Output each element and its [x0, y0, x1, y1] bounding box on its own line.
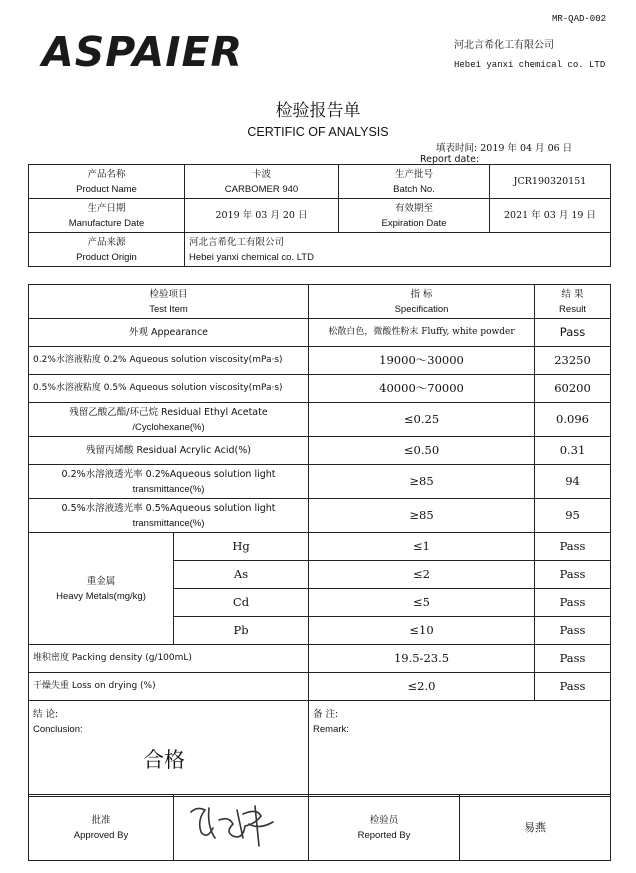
table-row [29, 645, 611, 673]
product-origin-value: 河北言希化工有限公司 Hebei yanxi chemical co. LTD [185, 233, 611, 267]
table-row [29, 673, 611, 701]
report-date-line [436, 140, 572, 154]
table-row [29, 499, 611, 533]
page-title-cn: 检验报告单 [275, 101, 361, 121]
test-spec: ≤2.0 [309, 673, 535, 701]
table-row [29, 319, 611, 347]
conclusion-cell [29, 701, 309, 797]
conclusion-row [29, 701, 611, 797]
metal-name: Pb [174, 617, 309, 645]
company-name-cn: 河北言希化工有限公司 [454, 40, 554, 51]
conclusion-label-en: Conclusion: [33, 724, 83, 735]
table-row [29, 437, 611, 465]
test-item: 残留乙酸乙酯/环己烷 Residual Ethyl Acetate /Cyclohexane(%) [29, 403, 309, 437]
page-title-en: CERTIFIC OF ANALYSIS [247, 125, 389, 139]
table-row [29, 403, 611, 437]
test-spec: ≤1 [309, 533, 535, 561]
document-code: MR-QAD-002 [551, 14, 606, 24]
table-row [29, 465, 611, 499]
report-date-label-cn: 填表时间: [436, 143, 478, 154]
test-item: 0.2%水溶液粘度 0.2% Aqueous solution viscosity(mPa·s) [29, 347, 309, 375]
test-result: 23250 [535, 347, 611, 375]
report-date-label-en: Report date: [420, 154, 480, 165]
metal-name: Hg [174, 533, 309, 561]
approved-by-label: 批准 Approved By [29, 795, 174, 861]
conclusion-label-cn: 结 论: [33, 709, 59, 720]
conclusion-value: 合格 [143, 748, 185, 772]
info-row [29, 165, 611, 199]
test-item: 0.5%水溶液透光率 0.5%Aqueous solution light transmittance(%) [29, 499, 309, 533]
test-item: 堆积密度 Packing density (g/100mL) [29, 645, 309, 673]
test-spec: ≥85 [309, 499, 535, 533]
test-result: 60200 [535, 375, 611, 403]
test-item: 0.2%水溶液透光率 0.2%Aqueous solution light transmittance(%) [29, 465, 309, 499]
test-spec: ≥85 [309, 465, 535, 499]
test-result: Pass [535, 617, 611, 645]
product-origin-label: 产品来源 Product Origin [29, 233, 185, 267]
test-result: Pass [535, 645, 611, 673]
batch-label: 生产批号 Batch No. [339, 165, 490, 199]
metal-name: As [174, 561, 309, 589]
test-item: 0.5%水溶液粘度 0.5% Aqueous solution viscosity(mPa·s) [29, 375, 309, 403]
company-name-en: Hebei yanxi chemical co. LTD [454, 60, 606, 70]
reported-by-label: 检验员 Reported By [309, 795, 460, 861]
test-spec: ≤0.50 [309, 437, 535, 465]
test-result: 0.31 [535, 437, 611, 465]
test-item: 干燥失重 Loss on drying (%) [29, 673, 309, 701]
test-result: Pass [535, 319, 611, 347]
expiration-date-value: 2021 年 03 月 19 日 [490, 199, 611, 233]
signature-row [29, 795, 611, 861]
table-row [29, 375, 611, 403]
test-result: Pass [535, 673, 611, 701]
remark-label-cn: 备 注: [313, 709, 339, 720]
batch-value: JCR190320151 [490, 165, 611, 199]
product-info-table [28, 164, 611, 267]
report-date-value: 2019 年 04 月 06 日 [480, 143, 573, 154]
company-logo: ASPAIER [42, 28, 244, 76]
test-spec: 19000～30000 [309, 347, 535, 375]
test-spec: ≤10 [309, 617, 535, 645]
test-spec: ≤0.25 [309, 403, 535, 437]
test-item: 残留丙烯酸 Residual Acrylic Acid(%) [29, 437, 309, 465]
test-spec: 松散白色，微酸性粉末 Fluffy, white powder [309, 319, 535, 347]
manufacture-date-value: 2019 年 03 月 20 日 [185, 199, 339, 233]
reporter-name: 易燕 [460, 795, 611, 861]
test-spec: 40000～70000 [309, 375, 535, 403]
test-result: Pass [535, 561, 611, 589]
specification-header: 指 标 Specification [309, 285, 535, 319]
remark-cell [309, 701, 611, 797]
test-spec: 19.5-23.5 [309, 645, 535, 673]
test-results-table [28, 284, 611, 797]
remark-label-en: Remark: [313, 724, 349, 735]
test-spec: ≤5 [309, 589, 535, 617]
expiration-date-label: 有效期至 Expiration Date [339, 199, 490, 233]
signature-table [28, 794, 611, 861]
test-item: 外观 Appearance [29, 319, 309, 347]
table-row [29, 533, 611, 561]
info-row [29, 233, 611, 267]
product-name-label: 产品名称 Product Name [29, 165, 185, 199]
test-header-row [29, 285, 611, 319]
test-spec: ≤2 [309, 561, 535, 589]
handwritten-signature [185, 800, 285, 852]
test-result: Pass [535, 589, 611, 617]
table-row [29, 347, 611, 375]
test-result: 0.096 [535, 403, 611, 437]
heavy-metals-label: 重金属 Heavy Metals(mg/kg) [29, 533, 174, 645]
test-result: 94 [535, 465, 611, 499]
result-header: 结 果 Result [535, 285, 611, 319]
metal-name: Cd [174, 589, 309, 617]
test-result: Pass [535, 533, 611, 561]
test-item-header: 检验项目 Test Item [29, 285, 309, 319]
product-name-value: 卡波 CARBOMER 940 [185, 165, 339, 199]
test-result: 95 [535, 499, 611, 533]
info-row [29, 199, 611, 233]
manufacture-date-label: 生产日期 Manufacture Date [29, 199, 185, 233]
